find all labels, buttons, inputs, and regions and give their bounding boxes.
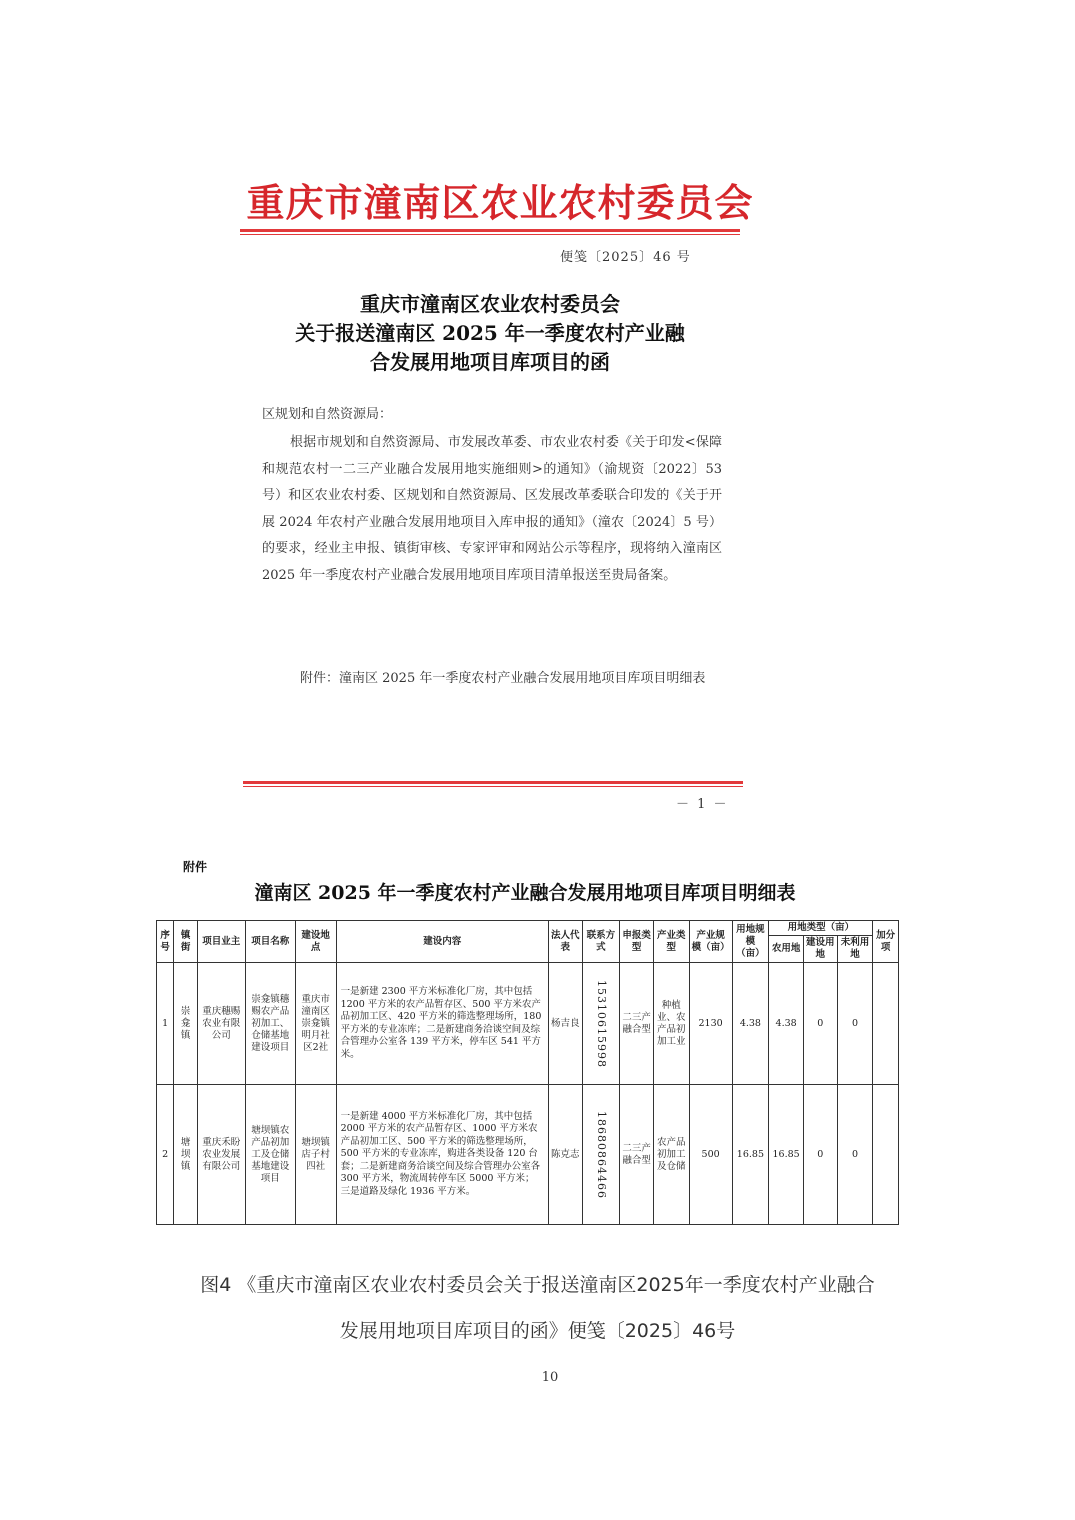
- header-industry: 产业类型: [653, 921, 689, 963]
- addressee: 区规划和自然资源局：: [262, 407, 393, 422]
- page-number: 10: [541, 1370, 559, 1385]
- header-rep: 法人代表: [548, 921, 582, 963]
- cell-unused: 0: [837, 1085, 873, 1225]
- table-header-row: [157, 921, 899, 936]
- letter-title-line-1: 重庆市潼南区农业农村委员会: [360, 292, 620, 316]
- header-content: 建设内容: [336, 921, 548, 963]
- letterhead-org: 重庆市潼南区农业农村委员会: [246, 180, 754, 225]
- header-location: 建设地点: [295, 921, 336, 963]
- table-row: [157, 1085, 899, 1225]
- header-contact: 联系方式: [582, 921, 620, 963]
- appendix-label: 附件: [183, 860, 208, 874]
- cell-scale: 500: [689, 1085, 732, 1225]
- header-construct: 建设用地: [803, 936, 837, 963]
- appendix-title: 潼南区 2025 年一季度农村产业融合发展用地项目库项目明细表: [254, 882, 796, 904]
- letter-page-number: － 1 －: [676, 797, 729, 812]
- cell-scale: 2130: [689, 963, 732, 1085]
- header-scale: 产业规模（亩）: [689, 921, 732, 963]
- contact-text: 15310615998: [594, 979, 608, 1068]
- cell-bonus: [873, 1085, 899, 1225]
- letter-body: 根据市规划和自然资源局、市发展改革委、市农业农村委《关于印发<保障和规范农村一二三产业融合发展用地实施细则>的通知》（渝规资〔2022〕53 号）和区农业农村委、区规划和自然资源局、区发展改革委联合印发的《关于开展 2024 年农村产业融合发展用地项目入库申报的通知》（潼农〔2024〕5 号）的要求，经业主申报、镇街审核、专家评审和网站公示等程序，现将纳入潼南区 2025 年一季度农村产业融合发展用地项目库项目清单报送至贵局备案。: [262, 435, 722, 583]
- document-number: 便笺〔2025〕46 号: [560, 250, 691, 265]
- figure-caption: [0, 1262, 1075, 1354]
- header-farm: 农用地: [769, 936, 804, 963]
- cell-location: 重庆市潼南区崇龛镇明月社区2社: [295, 963, 336, 1085]
- letter-title-line-2: 关于报送潼南区 2025 年一季度农村产业融: [295, 321, 685, 345]
- cell-rep: 杨吉良: [548, 963, 582, 1085]
- figure-caption-line-2: 发展用地项目库项目的函》便笺〔2025〕46号: [339, 1320, 736, 1342]
- cell-name: 崇龛镇穗赐农产品初加工、仓储基地建设项目: [245, 963, 295, 1085]
- cell-rep: 陈克志: [548, 1085, 582, 1225]
- footer-rule: [243, 781, 743, 784]
- cell-name: 塘坝镇农产品初加工及仓储基地建设项目: [245, 1085, 295, 1225]
- letterhead-rule-thin: [240, 234, 740, 235]
- cell-unused: 0: [837, 963, 873, 1085]
- cell-owner: 重庆穗赐农业有限公司: [197, 963, 245, 1085]
- header-owner: 项目业主: [197, 921, 245, 963]
- cell-contact: [582, 1085, 620, 1225]
- header-seq: 序号: [157, 921, 174, 963]
- cell-seq: 2: [157, 1085, 174, 1225]
- figure-caption-line-1: 图4 《重庆市潼南区农业农村委员会关于报送潼南区2025年一季度农村产业融合: [200, 1274, 875, 1296]
- cell-town: 塘坝镇: [174, 1085, 197, 1225]
- attachment-note: 附件：潼南区 2025 年一季度农村产业融合发展用地项目库项目明细表: [300, 671, 706, 686]
- header-name: 项目名称: [245, 921, 295, 963]
- footer-rule-thin: [243, 786, 743, 787]
- header-town: 镇街: [174, 921, 197, 963]
- cell-bonus: [873, 963, 899, 1085]
- cell-town: 崇龛镇: [174, 963, 197, 1085]
- cell-industry: 种植业、农产品初加工业: [653, 963, 689, 1085]
- header-unused: 未利用地: [837, 936, 873, 963]
- cell-apply-type: 二三产融合型: [620, 963, 654, 1085]
- cell-construct: 0: [803, 963, 837, 1085]
- project-detail-table: [156, 920, 899, 1225]
- cell-farm: 4.38: [769, 963, 804, 1085]
- contact-text: 18680864466: [594, 1110, 608, 1199]
- header-bonus: 加分项: [873, 921, 899, 963]
- cell-apply-type: 二三产融合型: [620, 1085, 654, 1225]
- header-land-type: 用地类型（亩）: [769, 921, 873, 936]
- cell-construct: 0: [803, 1085, 837, 1225]
- cell-content: 一是新建 2300 平方米标准化厂房，其中包括 1200 平方米的农产品暂存区、500 平方米农产品初加工区、420 平方米的筛选整理场所，180 平方米的专业冻库；二是新建商务洽谈空间及综合管理办公室各 139 平方米，停车区 541 平方米。: [336, 963, 548, 1085]
- cell-contact: [582, 963, 620, 1085]
- cell-farm: 16.85: [769, 1085, 804, 1225]
- letter-title: [240, 290, 740, 377]
- cell-seq: 1: [157, 963, 174, 1085]
- cell-content: 一是新建 4000 平方米标准化厂房，其中包括 2000 平方米的农产品暂存区、1000 平方米农产品初加工区、500 平方米的筛选整理场所，500 平方米的专业冻库，购进各类设备 120 台套；二是新建商务洽谈空间及综合管理办公室各 300 平方米，物流周转停车区 5000 平方米；三是道路及绿化 1936 平方米。: [336, 1085, 548, 1225]
- cell-industry: 农产品初加工及仓储: [653, 1085, 689, 1225]
- header-apply-type: 申报类型: [620, 921, 654, 963]
- cell-land-scale: 16.85: [732, 1085, 769, 1225]
- header-land-scale: 用地规模（亩）: [732, 921, 769, 963]
- letter-title-line-3: 合发展用地项目库项目的函: [370, 350, 610, 374]
- letterhead-rule: [240, 229, 740, 232]
- cell-land-scale: 4.38: [732, 963, 769, 1085]
- cell-owner: 重庆禾盼农业发展有限公司: [197, 1085, 245, 1225]
- cell-location: 塘坝镇店子村四社: [295, 1085, 336, 1225]
- table-row: [157, 963, 899, 1085]
